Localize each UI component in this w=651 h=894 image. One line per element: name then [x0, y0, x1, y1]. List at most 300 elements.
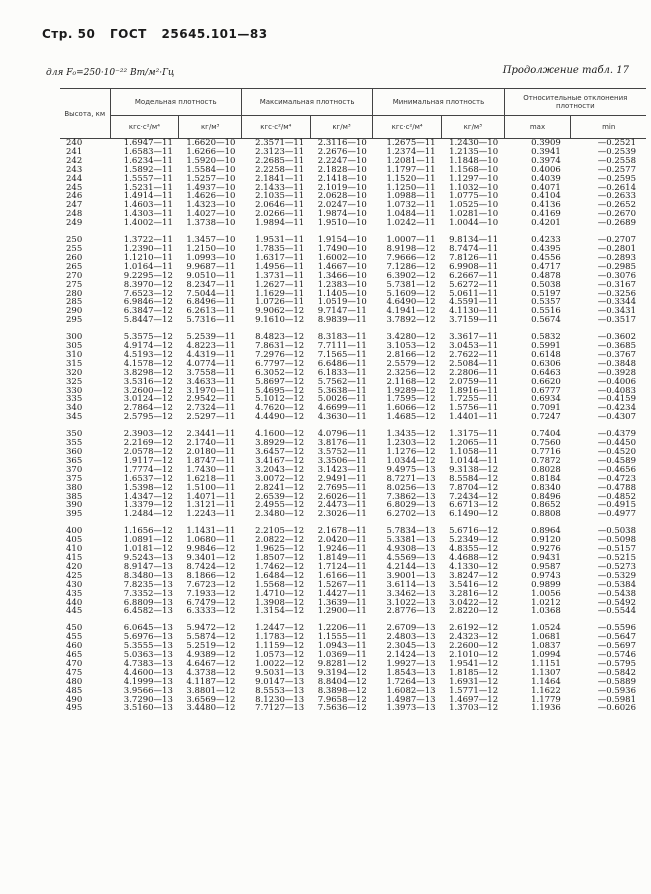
value-cell: 2.1828—10	[317, 164, 367, 175]
value-cell: 1.4323—10	[186, 200, 236, 211]
value-cell: —0.5981	[597, 694, 636, 705]
value-cell: 5.0363—13	[123, 650, 173, 661]
value-cell: 1.5892—11	[123, 164, 173, 175]
value-cell: 1.0281—10	[449, 209, 499, 220]
value-cell: 1.3703—12	[449, 703, 499, 714]
value-cell: 7.6523—12	[123, 288, 173, 299]
value-cell: 7.2434—12	[449, 491, 499, 502]
value-cell: —0.4520	[597, 447, 636, 457]
value-cell: 4.4490—12	[255, 412, 305, 423]
value-cell: 2.2247—10	[317, 155, 367, 166]
height-cell: 335	[66, 394, 83, 405]
value-cell: 0.5197	[531, 288, 561, 299]
value-cell: 1.1058—11	[449, 447, 499, 457]
value-cell: 7.3862—13	[386, 491, 436, 502]
height-cell: 270	[66, 270, 83, 281]
value-cell: 3.2043—12	[255, 464, 305, 475]
value-cell: 1.6484—12	[255, 570, 305, 581]
table-row	[60, 413, 646, 422]
relative-deviation-header: Относительные отклонения плотности	[504, 89, 646, 116]
value-cell: 2.1841—11	[255, 173, 305, 184]
height-cell: 420	[66, 561, 83, 572]
height-cell: 460	[66, 641, 83, 652]
value-cell: 0.8808	[531, 509, 561, 520]
value-cell: 3.8298—12	[123, 367, 173, 378]
height-cell: 480	[66, 676, 83, 687]
gost-label: ГОСТ	[109, 27, 147, 41]
value-cell: —0.2539	[597, 146, 636, 157]
value-cell: 3.3506—11	[317, 455, 367, 466]
value-cell: 1.0726—11	[255, 297, 305, 308]
value-cell: 1.8747—11	[186, 455, 236, 466]
value-cell: 0.4395	[531, 243, 561, 254]
height-cell: 410	[66, 544, 83, 555]
value-cell: 0.4071	[531, 182, 561, 193]
value-cell: 1.0022—12	[255, 658, 305, 669]
value-cell: 5.5874—12	[186, 632, 236, 643]
value-cell: —0.4379	[597, 429, 636, 440]
value-cell: 3.0124—12	[123, 394, 173, 405]
value-cell: 3.6569—12	[186, 694, 236, 705]
value-cell: 7.8126—11	[449, 252, 499, 263]
value-cell: 1.7490—10	[317, 243, 367, 254]
value-cell: 1.0891—12	[123, 535, 173, 546]
value-cell: 9.5243—13	[123, 552, 173, 563]
value-cell: 1.6583—11	[123, 146, 173, 157]
height-cell: 395	[66, 509, 83, 520]
height-cell: 430	[66, 579, 83, 590]
value-cell: 1.1520—11	[386, 173, 436, 184]
unit-header: кгс·с²/м⁴	[373, 116, 442, 139]
value-cell: 4.1578—12	[123, 358, 173, 369]
value-cell: 5.4695—12	[255, 385, 305, 396]
table-row	[60, 510, 646, 519]
value-cell: 1.1159—12	[255, 641, 305, 652]
value-cell: 6.9846—12	[123, 297, 173, 308]
value-cell: 1.4002—11	[123, 218, 173, 229]
value-cell: 9.9846—12	[186, 544, 236, 555]
value-cell: 4.5591—11	[449, 297, 499, 308]
value-cell: 1.2484—12	[123, 509, 173, 520]
value-cell: 1.2135—10	[449, 146, 499, 157]
value-cell: 0.7091	[531, 403, 561, 414]
value-cell: 1.1307	[531, 667, 561, 678]
value-cell: 1.2383—10	[317, 279, 367, 290]
value-cell: 3.9001—13	[386, 570, 436, 581]
value-cell: 5.0026—11	[317, 394, 367, 405]
value-cell: 1.5100—11	[186, 482, 236, 493]
value-cell: 2.3256—12	[386, 367, 436, 378]
value-cell: 2.3441—11	[186, 429, 236, 440]
value-cell: 1.1936	[531, 703, 561, 714]
value-cell: —0.5596	[597, 623, 636, 634]
value-cell: 1.3457—10	[186, 235, 236, 246]
value-cell: —0.2614	[597, 182, 636, 193]
value-cell: 8.8404—12	[317, 676, 367, 687]
value-cell: 4.6490—12	[386, 297, 436, 308]
value-cell: 1.7462—12	[255, 561, 305, 572]
height-cell: 243	[66, 164, 83, 175]
height-cell: 405	[66, 535, 83, 546]
value-cell: 1.5771—12	[449, 685, 499, 696]
value-cell: 1.4347—12	[123, 491, 173, 502]
value-cell: 1.1151	[531, 658, 561, 669]
value-cell: 3.7159—11	[449, 315, 499, 326]
value-cell: 1.4667—10	[317, 261, 367, 272]
value-cell: 1.4401—11	[449, 412, 499, 423]
value-cell: 1.0680—11	[186, 535, 236, 546]
value-cell: 1.5231—11	[123, 182, 173, 193]
value-cell: 1.5398—12	[123, 482, 173, 493]
value-cell: 1.9541—12	[449, 658, 499, 669]
value-cell: —0.3344	[597, 297, 636, 308]
height-cell: 350	[66, 429, 83, 440]
value-cell: —0.2801	[597, 243, 636, 254]
value-cell: 9.8281—12	[317, 658, 367, 669]
table-row	[60, 704, 646, 713]
value-cell: 6.7797—12	[255, 358, 305, 369]
value-cell: 9.8134—11	[449, 235, 499, 246]
value-cell: 6.2613—11	[186, 306, 236, 317]
value-cell: —0.4977	[597, 509, 636, 520]
value-cell: 1.1250—11	[386, 182, 436, 193]
value-cell: 4.1330—12	[449, 561, 499, 572]
value-cell: —0.3256	[597, 288, 636, 299]
value-cell: 8.0256—13	[386, 482, 436, 493]
value-cell: 8.3970—12	[123, 279, 173, 290]
value-cell: 8.1230—13	[255, 694, 305, 705]
value-cell: 6.2667—11	[449, 270, 499, 281]
value-cell: —0.5697	[597, 641, 636, 652]
height-cell: 285	[66, 297, 83, 308]
value-cell: 6.3902—12	[386, 270, 436, 281]
value-cell: 8.3183—11	[317, 332, 367, 343]
value-cell: 8.3480—13	[123, 570, 173, 581]
value-cell: 3.0422—12	[449, 597, 499, 608]
value-cell: 0.6148	[531, 349, 561, 360]
value-cell: 2.6539—12	[255, 491, 305, 502]
value-cell: 6.2702—13	[386, 509, 436, 520]
value-cell: 1.4303—11	[123, 209, 173, 220]
min-header: min	[571, 116, 646, 139]
value-cell: —0.2893	[597, 252, 636, 263]
value-cell: 0.4233	[531, 235, 561, 246]
value-cell: —0.4852	[597, 491, 636, 502]
value-cell: 0.8652	[531, 500, 561, 511]
value-cell: 3.4633—11	[186, 376, 236, 387]
value-cell: 4.9308—13	[386, 544, 436, 555]
value-cell: 1.0525—10	[449, 200, 499, 211]
value-cell: 8.7271—13	[386, 473, 436, 484]
value-cell: 2.8220—12	[449, 606, 499, 617]
value-cell: 2.2169—12	[123, 438, 173, 449]
density-table	[60, 88, 646, 713]
value-cell: —0.2595	[597, 173, 636, 184]
value-cell: 1.1297—10	[449, 173, 499, 184]
value-cell: 0.3909	[531, 138, 561, 148]
value-cell: —0.5384	[597, 579, 636, 590]
value-cell: 8.1866—12	[186, 570, 236, 581]
value-cell: 4.8223—11	[186, 341, 236, 352]
value-cell: 0.5991	[531, 341, 561, 352]
height-cell: 390	[66, 500, 83, 511]
value-cell: 1.0994	[531, 650, 561, 661]
value-cell: 1.9625—12	[255, 544, 305, 555]
value-cell: —0.5936	[597, 685, 636, 696]
value-cell: 5.2519—12	[186, 641, 236, 652]
value-cell: 1.0368	[531, 606, 561, 617]
value-cell: 8.9198—12	[386, 243, 436, 254]
value-cell: 1.6002—10	[317, 252, 367, 263]
value-cell: 9.9687—11	[186, 261, 236, 272]
value-cell: 1.0044—10	[449, 218, 499, 229]
value-cell: 9.3138—12	[449, 464, 499, 475]
height-cell: 375	[66, 473, 83, 484]
value-cell: 1.3175—11	[449, 429, 499, 440]
value-cell: 1.2150—10	[186, 243, 236, 254]
value-cell: 1.3722—11	[123, 235, 173, 246]
height-cell: 300	[66, 332, 83, 343]
max-header: max	[504, 116, 571, 139]
value-cell: 1.1210—11	[123, 252, 173, 263]
value-cell: 1.1464	[531, 676, 561, 687]
value-cell: 6.8496—11	[186, 297, 236, 308]
value-cell: 4.1941—12	[386, 306, 436, 317]
value-cell: 1.6317—11	[255, 252, 305, 263]
value-cell: 2.9542—11	[186, 394, 236, 405]
value-cell: 0.4006	[531, 164, 561, 175]
value-cell: 0.8496	[531, 491, 561, 502]
value-cell: 1.1622	[531, 685, 561, 696]
value-cell: 2.5795—12	[123, 412, 173, 423]
value-cell: 1.4937—10	[186, 182, 236, 193]
value-cell: 1.0164—11	[123, 261, 173, 272]
value-cell: 2.0420—11	[317, 535, 367, 546]
value-cell: 1.5756—11	[449, 403, 499, 414]
value-cell: 2.0822—12	[255, 535, 305, 546]
height-cell: 365	[66, 455, 83, 466]
value-cell: —0.5492	[597, 597, 636, 608]
value-cell: 0.8028	[531, 464, 561, 475]
value-cell: 2.0247—10	[317, 200, 367, 211]
value-cell: 1.7430—11	[186, 464, 236, 475]
height-cell: 310	[66, 349, 83, 360]
value-cell: 3.1053—12	[386, 341, 436, 352]
table-header	[60, 89, 646, 139]
value-cell: 1.5584—10	[186, 164, 236, 175]
value-cell: 1.2081—11	[386, 155, 436, 166]
value-cell: 1.2390—11	[123, 243, 173, 254]
value-cell: 1.6947—11	[123, 138, 173, 148]
value-cell: 6.3052—12	[255, 367, 305, 378]
value-cell: 2.4473—11	[317, 500, 367, 511]
value-cell: 2.1019—10	[317, 182, 367, 193]
value-cell: 2.3026—11	[317, 509, 367, 520]
value-cell: —0.3767	[597, 349, 636, 360]
value-cell: 1.0144—11	[449, 455, 499, 466]
table-row	[60, 607, 646, 616]
value-cell: 1.3379—12	[123, 500, 173, 511]
height-cell: 275	[66, 279, 83, 290]
value-cell: 1.6166—11	[317, 570, 367, 581]
value-cell: 3.8176—11	[317, 438, 367, 449]
value-cell: 1.0007—11	[386, 235, 436, 246]
value-cell: 2.0578—12	[123, 447, 173, 457]
value-cell: 9.7147—11	[317, 306, 367, 317]
height-cell: 325	[66, 376, 83, 387]
value-cell: 1.4626—10	[186, 191, 236, 202]
value-cell: 2.0266—11	[255, 209, 305, 220]
value-cell: 1.9927—13	[386, 658, 436, 669]
value-cell: 1.6931—12	[449, 676, 499, 687]
value-cell: 1.0943—11	[317, 641, 367, 652]
value-cell: 2.0180—11	[186, 447, 236, 457]
value-cell: 4.8355—12	[449, 544, 499, 555]
height-cell: 485	[66, 685, 83, 696]
value-cell: 0.4169	[531, 209, 561, 220]
value-cell: 4.7383—13	[123, 658, 173, 669]
value-cell: —0.4083	[597, 385, 636, 396]
height-cell: 385	[66, 491, 83, 502]
value-cell: 1.7835—11	[255, 243, 305, 254]
value-cell: 3.9566—13	[123, 685, 173, 696]
height-cell: 244	[66, 173, 83, 184]
value-cell: —0.4915	[597, 500, 636, 511]
value-cell: 1.2303—12	[386, 438, 436, 449]
value-cell: —0.2577	[597, 164, 636, 175]
value-cell: —0.5438	[597, 588, 636, 599]
value-cell: 0.9899	[531, 579, 561, 590]
value-cell: 1.8149—11	[317, 552, 367, 563]
value-cell: 1.9154—10	[317, 235, 367, 246]
value-cell: —0.3517	[597, 315, 636, 326]
value-cell: 1.4071—11	[186, 491, 236, 502]
value-cell: 0.7247	[531, 412, 561, 423]
height-cell: 295	[66, 315, 83, 326]
value-cell: 5.2349—12	[449, 535, 499, 546]
table-row	[60, 219, 646, 228]
height-cell: 370	[66, 464, 83, 475]
value-cell: 9.0147—13	[255, 676, 305, 687]
value-cell: —0.5038	[597, 526, 636, 537]
value-cell: 2.5297—11	[186, 412, 236, 423]
value-cell: —0.5647	[597, 632, 636, 643]
value-cell: 7.1933—12	[186, 588, 236, 599]
value-cell: 1.0988—11	[386, 191, 436, 202]
value-cell: 1.1032—10	[449, 182, 499, 193]
value-cell: 0.5357	[531, 297, 561, 308]
model-density-header: Модельная плотность	[110, 89, 241, 116]
value-cell: 4.0774—11	[186, 358, 236, 369]
value-cell: 2.0628—10	[317, 191, 367, 202]
value-cell: 7.6723—12	[186, 579, 236, 590]
height-cell: 495	[66, 703, 83, 714]
height-cell: 246	[66, 191, 83, 202]
value-cell: 1.5257—10	[186, 173, 236, 184]
value-cell: 2.8776—13	[386, 606, 436, 617]
value-cell: 1.1431—11	[186, 526, 236, 537]
value-cell: 1.9289—12	[386, 385, 436, 396]
value-cell: —0.4450	[597, 438, 636, 449]
value-cell: 5.7562—11	[317, 376, 367, 387]
value-cell: 1.6234—11	[123, 155, 173, 166]
value-cell: 1.6082—13	[386, 685, 436, 696]
value-cell: 1.2243—11	[186, 509, 236, 520]
value-cell: 5.3575—12	[123, 332, 173, 343]
page-number: Стр. 50	[42, 27, 96, 41]
value-cell: 4.7620—12	[255, 403, 305, 414]
value-cell: —0.2633	[597, 191, 636, 202]
value-cell: 3.7558—11	[186, 367, 236, 378]
value-cell: 1.3731—11	[255, 270, 305, 281]
value-cell: 7.2976—12	[255, 349, 305, 360]
value-cell: 1.1848—10	[449, 155, 499, 166]
height-cell: 255	[66, 243, 83, 254]
value-cell: 3.8247—12	[449, 570, 499, 581]
value-cell: 2.1168—12	[386, 376, 436, 387]
value-cell: 3.6457—12	[255, 447, 305, 457]
value-cell: 6.1833—11	[317, 367, 367, 378]
value-cell: 1.7264—13	[386, 676, 436, 687]
value-cell: 1.0484—11	[386, 209, 436, 220]
value-cell: 1.5557—11	[123, 173, 173, 184]
value-cell: 0.8340	[531, 482, 561, 493]
value-cell: 0.4039	[531, 173, 561, 184]
value-cell: 7.5636—12	[317, 703, 367, 714]
value-cell: 7.3352—13	[123, 588, 173, 599]
value-cell: 4.4600—13	[123, 667, 173, 678]
unit-header: кг/м³	[442, 116, 505, 139]
value-cell: —0.5544	[597, 606, 636, 617]
value-cell: —0.4159	[597, 394, 636, 405]
value-cell: 1.3639—11	[317, 597, 367, 608]
value-cell: 4.2144—13	[386, 561, 436, 572]
value-cell: 1.1405—10	[317, 288, 367, 299]
table-continuation: Продолжение табл. 17	[502, 65, 629, 76]
value-cell: 4.3630—11	[317, 412, 367, 423]
flux-condition: для F₀=250·10⁻²² Вт/м²·Гц	[46, 68, 175, 78]
value-cell: 0.6777	[531, 385, 561, 396]
value-cell: 7.1565—11	[317, 349, 367, 360]
value-cell: 4.5193—12	[123, 349, 173, 360]
value-cell: 0.6463	[531, 367, 561, 378]
value-cell: 5.6272—11	[449, 279, 499, 290]
value-cell: 2.6026—11	[317, 491, 367, 502]
value-cell: 5.0611—11	[449, 288, 499, 299]
height-cell: 345	[66, 412, 83, 423]
value-cell: 2.3903—12	[123, 429, 173, 440]
value-cell: 3.4480—12	[186, 703, 236, 714]
value-cell: —0.5842	[597, 667, 636, 678]
value-cell: 1.1656—12	[123, 526, 173, 537]
value-cell: 8.2347—11	[186, 279, 236, 290]
value-cell: 2.3045—13	[386, 641, 436, 652]
value-cell: 1.1629—11	[255, 288, 305, 299]
value-cell: 9.1610—12	[255, 315, 305, 326]
value-cell: 6.8809—13	[123, 597, 173, 608]
value-cell: 0.9276	[531, 544, 561, 555]
value-cell: 1.1555—11	[317, 632, 367, 643]
value-cell: 1.4956—11	[255, 261, 305, 272]
value-cell: 1.9531—11	[255, 235, 305, 246]
value-cell: 1.0524	[531, 623, 561, 634]
value-cell: 4.5569—13	[386, 552, 436, 563]
value-cell: 1.0344—12	[386, 455, 436, 466]
value-cell: 2.1010—12	[449, 650, 499, 661]
value-cell: 9.2295—12	[123, 270, 173, 281]
value-cell: 1.4914—11	[123, 191, 173, 202]
value-cell: 8.9147—13	[123, 561, 173, 572]
